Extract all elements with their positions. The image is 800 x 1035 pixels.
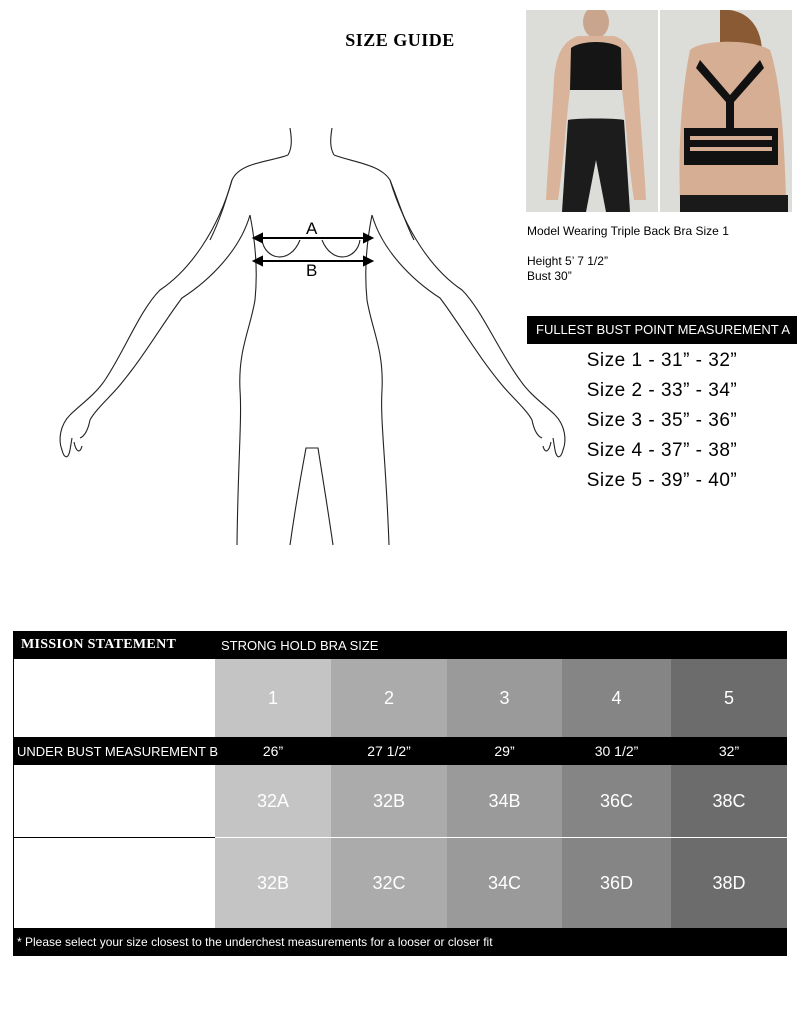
size-table-header [13, 631, 787, 659]
bust-size-row: Size 1 - 31” - 32” [586, 350, 738, 371]
under-bust-value: 32” [718, 743, 740, 759]
model-caption-title: Model Wearing Triple Back Bra Size 1 [527, 224, 729, 238]
cup-size-row-b [13, 838, 787, 928]
bust-size-row: Size 3 - 35” - 36” [586, 410, 738, 431]
size-cell: 1 [215, 659, 331, 737]
size-table [13, 631, 787, 956]
bust-size-row: Size 5 - 39” - 40” [586, 470, 738, 491]
under-bust-value: 27 1/2” [367, 743, 411, 759]
blank-cell [13, 838, 215, 928]
size-number-row [13, 659, 787, 737]
under-bust-value: 29” [494, 743, 515, 759]
blank-cell [13, 765, 215, 837]
body-measurement-diagram [50, 120, 580, 550]
cup-size-cell: 34B [447, 765, 562, 837]
mission-statement-label: MISSION STATEMENT [21, 637, 177, 652]
model-front-image [526, 10, 658, 212]
body-outline-svg [50, 120, 580, 550]
model-height: Height 5’ 7 1/2” [527, 254, 608, 268]
model-caption [527, 224, 729, 284]
size-cell: 2 [331, 659, 447, 737]
cup-size-cell: 32C [331, 838, 447, 928]
cup-size-cell: 36D [562, 838, 671, 928]
under-bust-value: 26” [262, 743, 284, 759]
size-cell: 3 [447, 659, 562, 737]
blank-cell [13, 659, 215, 737]
under-bust-label: UNDER BUST MEASUREMENT B [17, 743, 219, 759]
cup-size-cell: 38D [671, 838, 787, 928]
bust-size-row: Size 4 - 37” - 38” [586, 440, 738, 461]
footnote: * Please select your size closest to the underchest measurements for a looser or closer fit [17, 935, 493, 949]
cup-size-cell: 34C [447, 838, 562, 928]
bust-guide-header: FULLEST BUST POINT MEASUREMENT A [527, 316, 797, 344]
model-back-image [660, 10, 792, 212]
under-bust-value: 30 1/2” [594, 743, 639, 759]
cup-size-cell: 36C [562, 765, 671, 837]
cup-size-row-a [13, 765, 787, 837]
size-cell: 5 [671, 659, 787, 737]
strong-hold-label: STRONG HOLD BRA SIZE [221, 637, 379, 653]
page-title: SIZE GUIDE [345, 30, 455, 50]
model-front-photo [526, 10, 658, 212]
under-bust-row [13, 737, 787, 765]
model-bust: Bust 30” [527, 269, 572, 283]
model-back-photo [660, 10, 792, 212]
cup-size-cell: 32B [215, 838, 331, 928]
bust-size-row: Size 2 - 33” - 34” [586, 380, 738, 401]
cup-size-cell: 32B [331, 765, 447, 837]
footnote-row [13, 928, 787, 956]
cup-size-cell: 38C [671, 765, 787, 837]
size-cell: 4 [562, 659, 671, 737]
label-a: A [306, 219, 318, 238]
cup-size-cell: 32A [215, 765, 331, 837]
model-photos [526, 10, 792, 212]
bust-guide-list [527, 346, 797, 496]
body-outline [60, 128, 565, 545]
label-b: B [306, 261, 318, 280]
